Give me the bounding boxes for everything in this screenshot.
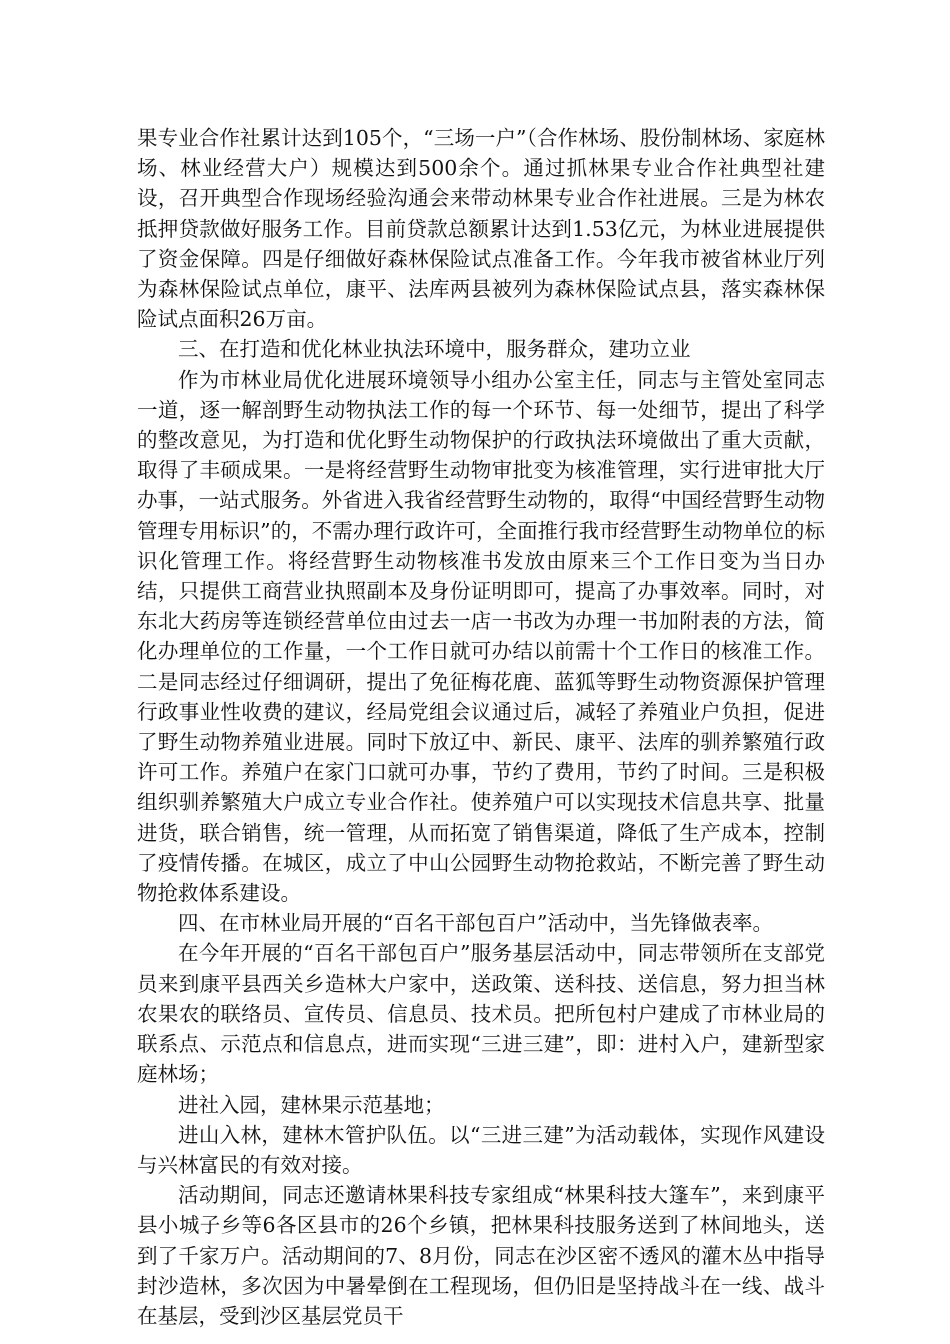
section-heading-law-enforcement: 三、在打造和优化林业执法环境中，服务群众，建功立业 [178, 337, 691, 362]
paragraph-hundred-cadres-activity: 在今年开展的“百名干部包百户”服务基层活动中，同志带领所在支部党员来到康平县西关乡造林大户家中，送政策、送科技、送信息，努力担当林农果农的联络员、宣传员、信息员、技术员。把所包村户建成了市林业局的联系点、示范点和信息点，进而实现“三进三建”，即：进村入户，建新型家庭林场； [137, 941, 825, 1087]
paragraph-cooperatives: 果专业合作社累计达到105个，“三场一户”（合作林场、股份制林场、家庭林场、林业经营大户）规模达到500余个。通过抓林果专业合作社典型社建设，召开典型合作现场经验沟通会来带动林果专业合作社进展。三是为林农抵押贷款做好服务工作。目前贷款总额累计达到1.53亿元，为林业进展提供了资金保障。四是仔细做好森林保险试点准备工作。今年我市被省林业厅列为森林保险试点单位，康平、法库两县被列为森林保险试点县，落实森林保险试点面积26万亩。 [137, 126, 825, 332]
paragraph-enter-cooperative: 进社入园，建林果示范基地； [178, 1092, 445, 1117]
document-page [137, 123, 825, 1331]
paragraph-tech-caravan: 活动期间，同志还邀请林果科技专家组成“林果科技大篷车”，来到康平县小城子乡等6各区县市的26个乡镇，把林果科技服务送到了林间地头，送到了千家万户。活动期间的7、8月份，同志在沙区密不透风的灌木丛中指导封沙造林，多次因为中暑晕倒在工程现场，但仍旧是坚持战斗在一线、战斗在基层，受到沙区基层党员干 [137, 1183, 825, 1328]
paragraph-enter-forest: 进山入林，建林木管护队伍。以“三进三建”为活动载体，实现作风建设与兴林富民的有效对接。 [137, 1122, 825, 1177]
section-heading-hundred-cadres: 四、在市林业局开展的“百名干部包百户”活动中，当先锋做表率。 [178, 911, 773, 936]
paragraph-wildlife-enforcement: 作为市林业局优化进展环境领导小组办公室主任，同志与主管处室同志一道，逐一解剖野生动物执法工作的每一个环节、每一处细节，提出了科学的整改意见，为打造和优化野生动物保护的行政执法环境做出了重大贡献，取得了丰硕成果。一是将经营野生动物审批变为核准管理，实行进审批大厅办事，一站式服务。外省进入我省经营野生动物的，取得“中国经营野生动物管理专用标识”的，不需办理行政许可，全面推行我市经营野生动物单位的标识化管理工作。将经营野生动物核准书发放由原来三个工作日变为当日办结，只提供工商营业执照副本及身份证明即可，提高了办事效率。同时，对东北大药房等连锁经营单位由过去一店一书改为办理一书加附表的方法，简化办理单位的工作量，一个工作日就可办结以前需十个工作日的核准工作。二是同志经过仔细调研，提出了免征梅花鹿、蓝狐等野生动物资源保护管理行政事业性收费的建议，经局党组会议通过后，减轻了养殖业户负担，促进了野生动物养殖业进展。同时下放辽中、新民、康平、法库的驯养繁殖行政许可工作。养殖户在家门口就可办事，节约了费用，节约了时间。三是积极组织驯养繁殖大户成立专业合作社。使养殖户可以实现技术信息共享、批量进货，联合销售，统一管理，从而拓宽了销售渠道，降低了生产成本，控制了疫情传播。在城区，成立了中山公园野生动物抢救站，不断完善了野生动物抢救体系建设。 [137, 367, 825, 906]
